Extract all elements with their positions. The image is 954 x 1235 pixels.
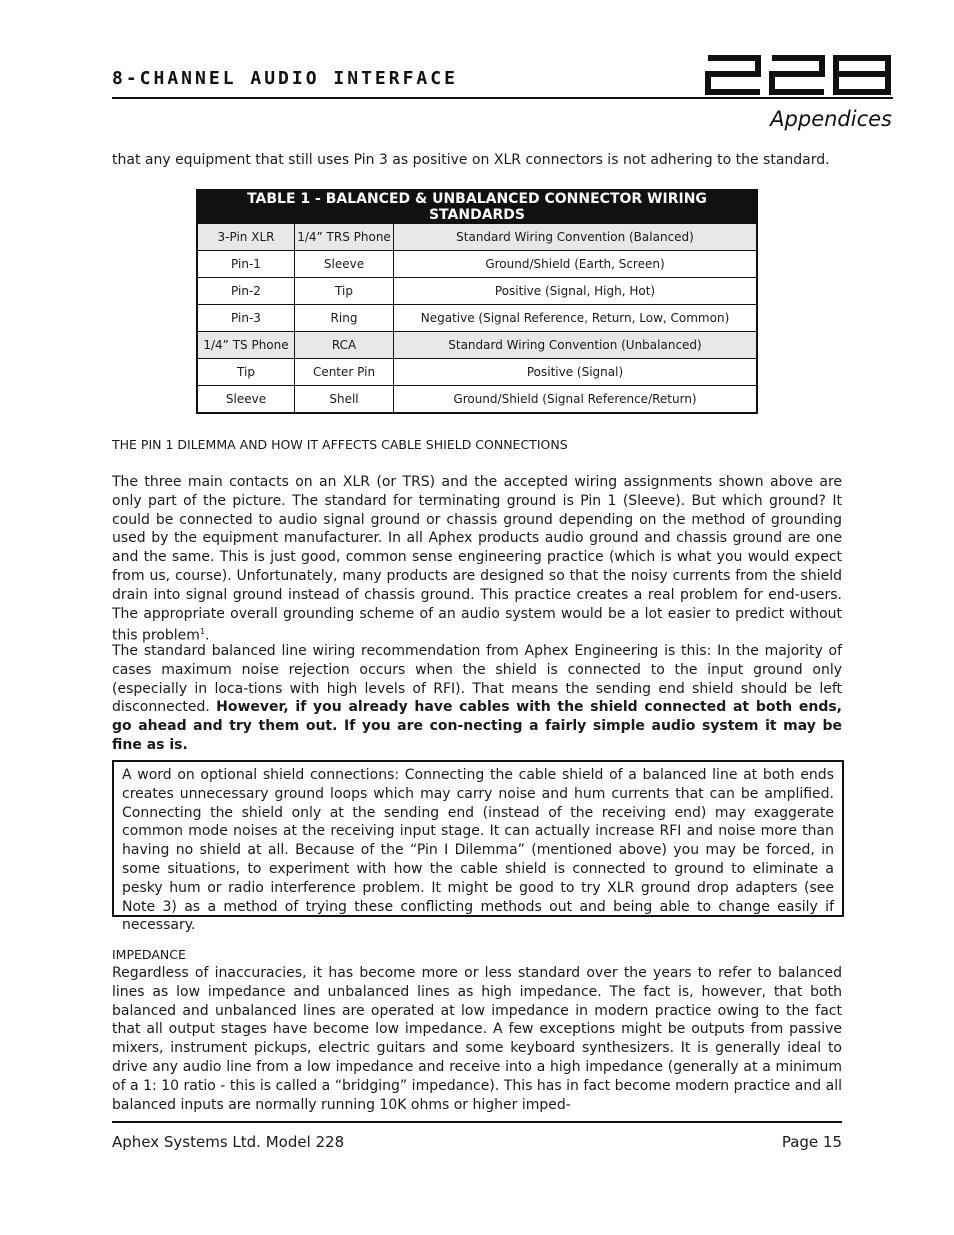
table-row xyxy=(197,251,757,278)
table-row xyxy=(197,332,757,359)
table-cell: Pin-2 xyxy=(197,278,295,305)
table-cell: Standard Wiring Convention (Unbalanced) xyxy=(394,332,758,359)
impedance-heading: IMPEDANCE xyxy=(112,947,186,962)
table-row xyxy=(197,305,757,332)
table-cell: Ground/Shield (Signal Reference/Return) xyxy=(394,386,758,414)
table-cell: Ring xyxy=(295,305,394,332)
table-cell: Pin-1 xyxy=(197,251,295,278)
table-cell: RCA xyxy=(295,332,394,359)
table-cell: Standard Wiring Convention (Balanced) xyxy=(394,224,758,251)
model-228-logo xyxy=(704,52,892,98)
note-body: Connecting the cable shield of a balanced line at both ends creates unnecessary ground loops which may carry noise and hum currents that can be amplified. Connecting the shield only at the sending end (instead of the receiving end) may exaggerate common mode noises at the receiving input stage. It can actually increase RFI and noise more than having no shield at all. Because of the “Pin I Dilemma” (mentioned above) you may be forced, in some situations, to experiment with how the cable shield is connected to ground to eliminate a pesky hum or radio interference problem. It might be good to try XLR ground drop adapters (see Note 3) as a method of trying these conflicting methods out and being able to change easily if necessary. xyxy=(122,767,834,934)
wiring-standards-table xyxy=(196,189,758,414)
table-cell: Center Pin xyxy=(295,359,394,386)
footer-left: Aphex Systems Ltd. Model 228 xyxy=(112,1133,345,1151)
pin1-bold-advice: However, if you already have cables with the shield connected at both ends, go ahead and try them out. If you are con-necting a fairly simple audio system it may be fine as is. xyxy=(112,699,843,753)
table-cell: 1/4” TS Phone xyxy=(197,332,295,359)
document-header-title: 8-CHANNEL AUDIO INTERFACE xyxy=(112,68,458,89)
header-rule xyxy=(112,97,893,99)
pin1-paragraph-1: The three main contacts on an XLR (or TRS) and the accepted wiring assignments shown above are only part of the picture. The standard for terminating ground is Pin 1 (Sleeve). But which ground? It could be connected to audio signal ground or chassis ground depending on the method of grounding used by the equipment manufacturer. In all Aphex products audio ground and chassis ground are one and the same. This is just good, common sense engineering practice (which is what you would expect from us, course). Unfortunately, many products are designed so that the noisy currents from the shield drain into signal ground instead of chassis ground. This practice creates a real problem for end-users. The appropriate overall grounding scheme of an audio system would be a lot easier to predict without this problem$^1$. xyxy=(112,474,842,645)
footnote-ref: 1 xyxy=(199,627,206,637)
table-cell: 1/4” TRS Phone xyxy=(295,224,394,251)
impedance-paragraph: Regardless of inaccuracies, it has become more or less standard over the years to refer to balanced lines as low impedance and unbalanced lines as high impedance. The fact is, however, that both balanced and unbalanced lines are operated at low impedance in modern practice owing to the fact that all output stages have become low impedance. A few exceptions might be outputs from passive mixers, instrument pickups, electric guitars and some keyboard synthesizers. It is generally ideal to drive any audio line from a low impedance and receive into a high impedance (generally at a minimum of a 1: 10 ratio - this is called a “bridging” impedance). This has in fact become modern practice and all balanced inputs are normally running 10K ohms or higher imped- xyxy=(112,965,842,1113)
table-cell: 3-Pin XLR xyxy=(197,224,295,251)
table-cell: Negative (Signal Reference, Return, Low, Common) xyxy=(394,305,758,332)
note-lead: A word on optional shield connections: xyxy=(122,767,400,783)
page-number: Page 15 xyxy=(781,1133,842,1151)
table-cell: Tip xyxy=(295,278,394,305)
pin1-heading: THE PIN 1 DILEMMA AND HOW IT AFFECTS CABLE SHIELD CONNECTIONS xyxy=(112,437,568,452)
table-cell: Sleeve xyxy=(197,386,295,414)
table-cell: Positive (Signal, High, Hot) xyxy=(394,278,758,305)
table-cell: Pin-3 xyxy=(197,305,295,332)
table-cell: Sleeve xyxy=(295,251,394,278)
table-cell: Shell xyxy=(295,386,394,414)
pin1-paragraph-2: The standard balanced line wiring recommendation from Aphex Engineering is this: In the majority of cases maximum noise rejection occurs when the shield is connected to the input ground only (especially in loca-tions with high levels of RFI). That means the sending end shield should be left disconnected. However, if you already have cables with the shield connected at both ends, go ahead and try them out. If you are con-necting a fairly simple audio system it may be fine as is. xyxy=(112,643,843,753)
section-title: Appendices xyxy=(770,107,892,131)
table-row xyxy=(197,359,757,386)
table-cell: Tip xyxy=(197,359,295,386)
table-cell: Ground/Shield (Earth, Screen) xyxy=(394,251,758,278)
table-row xyxy=(197,386,757,414)
table-row xyxy=(197,224,757,251)
shield-note-box xyxy=(112,760,844,934)
table-title: TABLE 1 - BALANCED & UNBALANCED CONNECTOR WIRING STANDARDS xyxy=(197,190,757,224)
table-cell: Positive (Signal) xyxy=(394,359,758,386)
footer-rule xyxy=(112,1121,842,1123)
table-row xyxy=(197,278,757,305)
intro-paragraph: that any equipment that still uses Pin 3 as positive on XLR connectors is not adhering to the standard. xyxy=(112,152,830,168)
